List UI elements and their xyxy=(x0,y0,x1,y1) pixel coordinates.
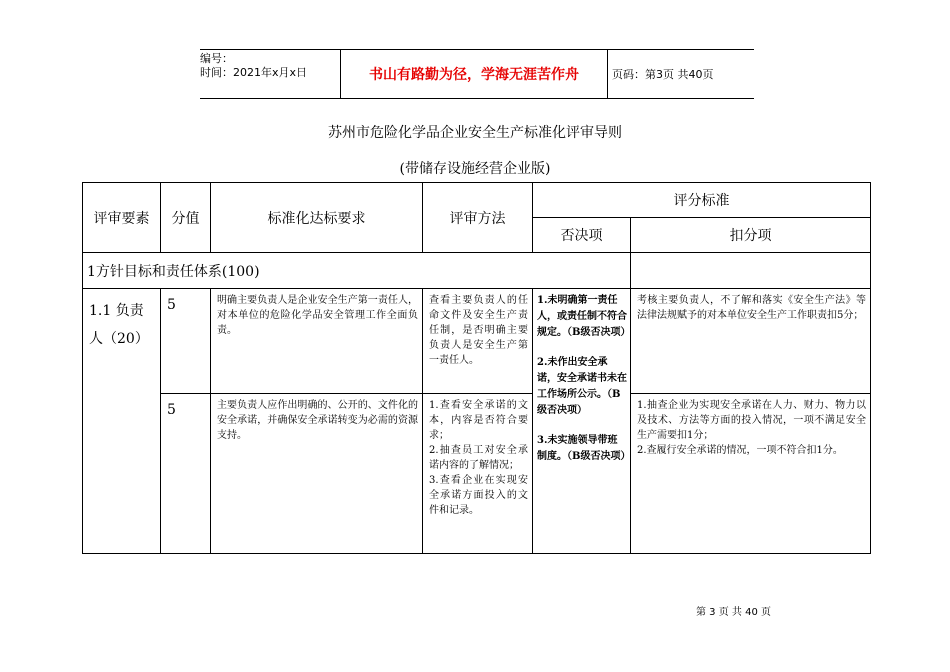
veto-items-cell xyxy=(533,289,631,554)
section-heading: 1方针目标和责任体系(100) xyxy=(83,253,631,289)
row-1-deduct: 考核主要负责人，不了解和落实《安全生产法》等法律法规赋予的对本单位安全生产工作职责扣5分； xyxy=(631,289,871,394)
header-motto: 书山有路勤为径，学海无涯苦作舟 xyxy=(341,50,608,98)
row-2-requirement: 主要负责人应作出明确的、公开的、文件化的安全承诺，并确保安全承诺转变为必需的资源支持。 xyxy=(211,394,423,554)
header-veto: 否决项 xyxy=(533,218,631,253)
header-score: 分值 xyxy=(161,183,211,253)
document-header xyxy=(200,49,754,99)
veto-item: 1.未明确第一责任人，或责任制不符合规定。（B级否决项） xyxy=(537,295,631,338)
section-empty-cell xyxy=(631,253,871,289)
row-2-deduct: 1.抽查企业为实现安全承诺在人力、财力、物力以及技术、方法等方面的投入情况，一项不满足安全生产需要扣1分； 2.查履行安全承诺的情况，一项不符合扣1分。 xyxy=(631,394,871,554)
header-meta xyxy=(200,50,341,98)
document-title: 苏州市危险化学品企业安全生产标准化评审导则 xyxy=(328,125,622,141)
row-1-method: 查看主要负责人的任命文件及安全生产责任制，是否明确主要负责人是安全生产第一责任人。 xyxy=(423,289,533,394)
header-element: 评审要素 xyxy=(83,183,161,253)
header-deduct: 扣分项 xyxy=(631,218,871,253)
doc-time-label: 时间：2021年x月x日 xyxy=(200,66,308,79)
row-1-requirement: 明确主要负责人是企业安全生产第一责任人，对本单位的危险化学品安全管理工作全面负责。 xyxy=(211,289,423,394)
header-page-code: 页码：第3页 共40页 xyxy=(612,68,714,81)
veto-item: 2.未作出安全承诺，安全承诺书未在工作场所公示。（B级否决项） xyxy=(537,357,627,416)
row-2-score: 5 xyxy=(161,394,211,554)
page-footer: 第 3 页 共 40 页 xyxy=(696,607,771,618)
header-method: 评审方法 xyxy=(423,183,533,253)
veto-item: 3.未实施领导带班制度。（B级否决项） xyxy=(537,435,631,462)
evaluation-table xyxy=(82,182,871,554)
document-subtitle: (带储存设施经营企业版) xyxy=(399,161,551,177)
element-label: 1.1 负责人（20） xyxy=(83,289,161,554)
row-1-score: 5 xyxy=(161,289,211,394)
row-2-method: 1.查看安全承诺的文本，内容是否符合要求； 2.抽查员工对安全承诺内容的了解情况； 3.查看企业在实现安全承诺方面投入的文件和记录。 xyxy=(423,394,533,554)
header-criteria: 评分标准 xyxy=(533,183,871,218)
doc-number-label: 编号： xyxy=(200,52,233,65)
header-requirement: 标准化达标要求 xyxy=(211,183,423,253)
